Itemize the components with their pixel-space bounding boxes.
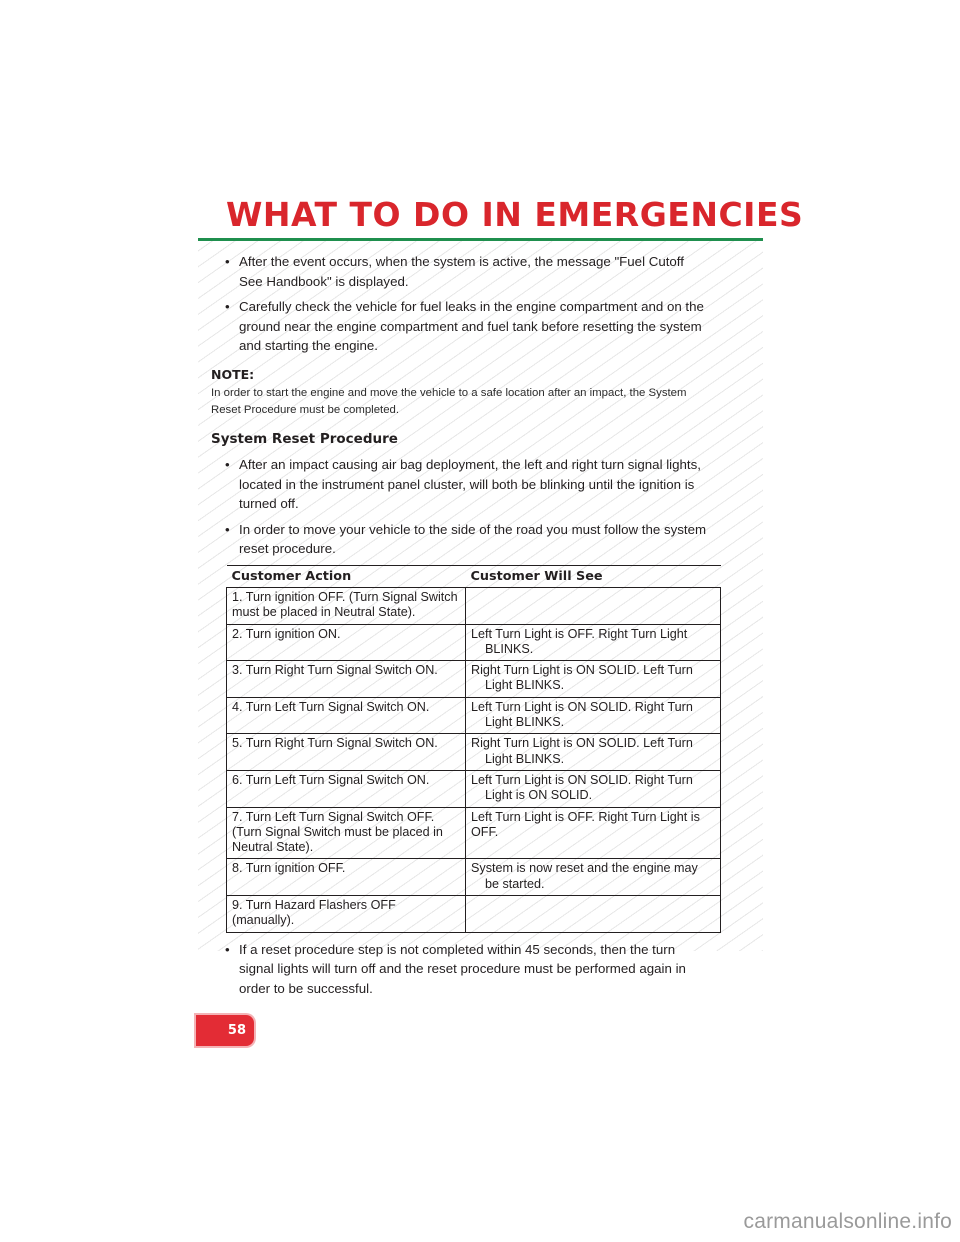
result-cell	[466, 895, 721, 932]
bullet-text: After the event occurs, when the system is active, the message "Fuel Cutoff See Handbook" is displayed.	[239, 254, 684, 289]
bullet-item	[211, 297, 711, 356]
header-rule	[198, 238, 763, 241]
action-cell: 7. Turn Left Turn Signal Switch OFF. (Turn Signal Switch must be placed in Neutral State).	[227, 807, 466, 859]
bullet-item	[211, 520, 711, 559]
bullet-item	[211, 940, 711, 999]
reset-bullets	[211, 455, 711, 559]
bullet-text: After an impact causing air bag deployment, the left and right turn signal lights, located in the instrument panel cluster, will both be blinking until the ignition is turned off.	[239, 456, 701, 512]
action-cell: 2. Turn ignition ON.	[227, 624, 466, 661]
action-cell: 6. Turn Left Turn Signal Switch ON.	[227, 770, 466, 807]
result-cell: Left Turn Light is ON SOLID. Right Turn Light is ON SOLID.	[466, 770, 721, 807]
column-header-action: Customer Action	[227, 565, 466, 587]
bullet-item	[211, 455, 711, 514]
table-row	[227, 859, 721, 896]
action-cell: 5. Turn Right Turn Signal Switch ON.	[227, 734, 466, 771]
note-text: In order to start the engine and move the vehicle to a safe location after an impact, the System Reset Procedure must be completed.	[211, 386, 687, 417]
table-row	[227, 807, 721, 859]
action-cell: 1. Turn ignition OFF. (Turn Signal Switch must be placed in Neutral State).	[227, 587, 466, 624]
action-cell: 9. Turn Hazard Flashers OFF (manually).	[227, 895, 466, 932]
result-cell: Right Turn Light is ON SOLID. Left Turn Light BLINKS.	[466, 661, 721, 698]
action-cell: 4. Turn Left Turn Signal Switch ON.	[227, 697, 466, 734]
table-row	[227, 624, 721, 661]
reset-procedure-table	[226, 565, 721, 933]
reset-procedure-heading: System Reset Procedure	[211, 430, 398, 447]
result-cell: Right Turn Light is ON SOLID. Left Turn Light BLINKS.	[466, 734, 721, 771]
bullet-icon: •	[225, 456, 230, 472]
bullet-icon: •	[225, 299, 230, 315]
bullet-text: If a reset procedure step is not completed within 45 seconds, then the turn signal lights will turn off and the reset procedure must be performed again in order to be successful.	[239, 941, 686, 996]
result-cell: Left Turn Light is OFF. Right Turn Light BLINKS.	[466, 624, 721, 661]
table-row	[227, 895, 721, 932]
table-row	[227, 697, 721, 734]
table-header-row	[227, 565, 721, 587]
table-row	[227, 734, 721, 771]
action-cell: 3. Turn Right Turn Signal Switch ON.	[227, 661, 466, 698]
result-cell: System is now reset and the engine may be started.	[466, 859, 721, 896]
page-number-tab	[196, 1015, 254, 1046]
note-label: NOTE:	[211, 366, 255, 382]
page-number: 58	[227, 1023, 246, 1038]
action-cell: 8. Turn ignition OFF.	[227, 859, 466, 896]
bullet-icon: •	[225, 254, 230, 269]
watermark: carmanualsonline.info	[743, 1210, 952, 1233]
page-content	[211, 252, 711, 1004]
result-cell: Left Turn Light is ON SOLID. Right Turn Light BLINKS.	[466, 697, 721, 734]
bullet-item	[211, 252, 711, 291]
bullet-icon: •	[225, 941, 230, 957]
bullet-text: Carefully check the vehicle for fuel leaks in the engine compartment and on the ground near the engine compartment and fuel tank before resetting the system and starting the engine.	[239, 299, 704, 354]
table-row	[227, 661, 721, 698]
bullet-text: In order to move your vehicle to the side of the road you must follow the system reset procedure.	[239, 521, 707, 557]
result-cell: Left Turn Light is OFF. Right Turn Light is OFF.	[466, 807, 721, 859]
closing-bullets	[211, 940, 711, 999]
bullet-icon: •	[225, 521, 230, 537]
column-header-see: Customer Will See	[466, 565, 721, 587]
table-row	[227, 587, 721, 624]
table-row	[227, 770, 721, 807]
intro-bullets	[211, 252, 711, 356]
section-title: WHAT TO DO IN EMERGENCIES	[226, 195, 804, 234]
result-cell	[466, 587, 721, 624]
